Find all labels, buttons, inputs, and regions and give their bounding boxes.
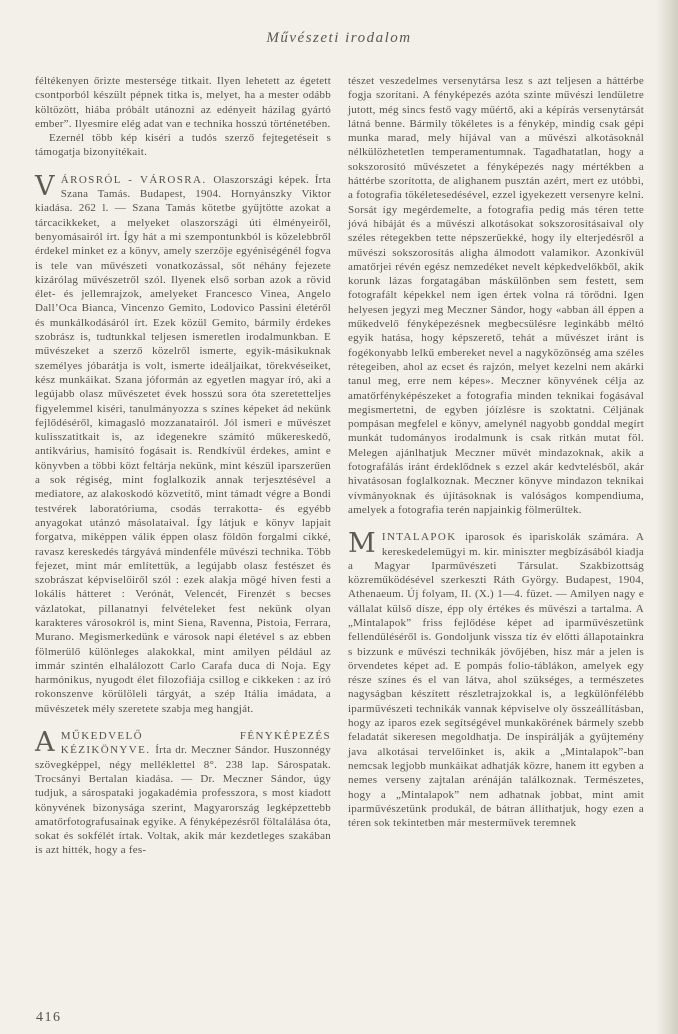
body-paragraph: Ezernél több kép kiséri a tudós szerző fejtegetéseit s támogatja bizonyítékait. bbox=[35, 132, 331, 159]
text-columns bbox=[35, 74, 644, 858]
left-column bbox=[35, 74, 331, 858]
body-paragraph: féltékenyen őrizte mestersége titkait. Ilyen lehetett az égetett csontporból készült pépnek titka is, melyet, ha a mester odább költözött, hiába próbált utánozni az edényeit házilag gyártó ember”. Ilyesmire elég adat van e technika hosszú történetében. bbox=[35, 75, 331, 130]
review-entry: VÁROSRÓL - VÁROSRA. Olaszországi képek. Írta Szana Tamás. Budapest, 1904. Hornyánszky Viktor kiadása. 262 l. — Szana Tamás kötetbe gyűjtötte azokat a tárcacikkeket, a melyeket olaszországi úti élményeiről, benyomásairól írt. Így hát a mi szempontunkból is közelebbről érdekel minket ez a könyv, amely szerzője egyéniségénél fogva is tele van művészeti vonatkozással, sőt néhány fejezete kizárólag művészetről szól. Ilyenek első sorban azok a rövid élet- és jellemrajzok, amelyeket Francesco Vinea, Angelo Dall’Oca Bianca, Vincenzo Gemito, Lodovico Passini életéről és munkálkodásáról írt. Ezek közül Gemito, bármily érdekes szobrász is, tudtunkkal teljesen ismeretlen irodalmunkban. E művészeket a szerző közelről ismerte, egyik-másikuknak személyes jóbarátja is volt, ismerte ideáljaikat, törekvéseiket, kész munkáikat. Szana jóformán az egyetlen magyar író, aki a legújabb olasz művészetet évek hosszú sora óta szeretetteljes figyelemmel kiséri, tanulmányozza s színes képeket ád nekünk fejlődéséről, kimagasló mozzanatairól. Jól ismeri e művészet kulisszatitkait is, az idegenekre számító műkereskedő, antikvárius, hamisító fogásait is. Rendkívül érdekes, amint e könyvben a többi közt feltárja nekünk, mint készül iparszerűen a sok régiség, mint foglalkozik annak terjesztésével a mediatore, az alakoskodó közvetítő, mint támadt végre a Bondi testvérek laboratóriuma, csodás terrakotta- és egyébb anyagokat utánzó másolataival. Így látjuk e könyv lapjait forgatva, miképpen válik éppen olasz földön forgalmi cikké, ravasz kereskedés tárgyává mindenféle művészi technika. Több fejezet, mint már említettük, a legújabb olasz festészet és szobrászat képviselőiről szól : ezek alakja mögé híven festi a lokális hátteret : Verónát, Velencét, Firenzét s becses vázlatokat, pillanatnyi felvételeket fest nekünk olyan karakteres városokról is, mint Siena, Ravenna, Pistoia, Ferrara, Murano. Megismerkedünk e városok napi életével s az ebben fölmerülő különleges alakokkal, mint amilyen például az immár szintén elhalálozott Carlo Carafa duca di Noja. Egy harmónikus, nyugodt élet filozofiája csillog e cikkeken : az író rokonszenve körülöleli tárgyát, a szép Itália imádata, a művészetek mély szeretete szabja meg hangját. bbox=[35, 170, 331, 715]
review-entry: AMŰKEDVELŐ FÉNYKÉPEZÉS KÉZIKÖNYVE. Írta dr. Meczner Sándor. Huszonnégy szövegképpel, négy melléklettel 8°. 238 lap. Sárospatak. Trocsányi Bertalan kiadása. — Dr. Meczner Sándor, úgy tudjuk, a sárospataki jogakadémia professzora, s most kiadott könyvének bizonysága szerint, Magyarország legképzettebb amatőrfotografusainak egyike. A fényképezésről föltalálása óta, sokat és sokfélét írtak. Voltak, akik már kezdetleges szakában is azt hitték, hogy a fes- bbox=[35, 727, 331, 857]
entry-title: MŰKEDVELŐ FÉNYKÉPEZÉS KÉZIKÖNYVE. bbox=[60, 730, 331, 757]
drop-cap-initial: V bbox=[35, 170, 55, 202]
drop-cap-initial: A bbox=[35, 727, 55, 759]
review-entry: MINTALAPOK iparosok és ipariskolák számára. A kereskedelemügyi m. kir. miniszter megbízásából kiadja a Magyar Iparművészeti Társulat. Szakbizottság közreműködésével szerkeszti Ráth György. Budapest, 1904, Athenaeum. Új folyam, II. (X.) 1—4. füzet. — Amilyen nagy e vállalat külső dísze, épp oly értékes és művészi a tartalma. A „Mintalapok” friss fejlődése képet ad iparművészetünk fellendüléséről is. Gondoljunk vissza tíz év előtti állapotainkra s bizzunk e művészi technikák jövőjében, hisz már a jelen is örvendetes képet ad. E pompás folio-táblákon, amelyek egy része színes és el van látva, ahol szükséges, a természetes nagyságban készített részletrajzokkal is, a legkülönfélébb iparművészeti technikák vannak képviselve oly összeállításban, hogy az iparos ezek segítségével munkakörének bármely szebb feladatát sikeresen megoldhatja. De inspirálják a gyűjtemény java alkotásai tervelőinket is, akik a „Mintalapok”-ban nemcsak legjobb munkáikat adhatják közre, hanem itt egyben a nemes verseny zajtalan arénáján találkoznak. Természetes, hogy a „Mintalapok” nem adhatnak jobbat, mint amit iparművészetünk produkál, de bátran állíthatjuk, hogy ezen a téren sok tekintetben már mesterművek teremnek bbox=[348, 528, 644, 830]
entry-title: INTALAPOK bbox=[381, 531, 466, 544]
body-paragraph: tészet veszedelmes versenytársa lesz s azt teljesen a háttérbe fogja szorítani. A fényképezés azóta szinte művészi lendületre jutott, még sincs festő vagy műértő, aki a képírás versenytársát látná benne. Bármily tökéletes is a fénykép, mindig csak gépi munka marad, mely híjával van a művészi alkotásoknál nélkülözhetetlen temperamentumnak. Tagadhatatlan, hogy a sokszorosító művészetet a fényképezés nagy mértékben a háttérbe szorította, de alighanem pusztán azért, mert ez utóbbi, a fotografia tökéletesedésével, ezzel igyekezett versenyre kelni. Sorsát így megérdemelte, a fotografia pedig más téren tette jóvá hibáját és a művészi alkotásokat sokszorosításaival oly széles rétegekben tette népszerűekké, hogy ily elterjedésről a művészi sokszorosítás aligha álmodott valamikor. Azonkívül amatőrjei révén egész nemzedéket nevelt képkedvelőkből, akik korunk lázas forgatagában máskülönben sem festett, sem fotografált képekkel nem igen értek volna rá törődni. Igen helyesen jegyzi meg Meczner Sándor, hogy «abban áll éppen a műkedvelő fényképezésnek megbecsülésre leginkább méltó egyik hatása, hogy képszerető, tehát a művészet iránt is fogékonyabb lelkű embereket nevel a nagyközönség ama széles rétegeiben, ahol az ecset és rajzón, melyet kezelni nem akárki tanul meg, erre nem képes». Meczner könyvének célja az amatőrfényképészeket a fotografia minden teknikai fogásával megismertetni, de egyben jóízlésre is szoktatni. Céljának pompásan megfelel e könyv, amelynél nagyobb gonddal megírt munkát tudományos irodalmunk is csak ritkán mutat föl. Melegen ajánlhatjuk Meczner művét mindazoknak, akik a fotografálás iránt érdeklődnek s ezzel akár kedvtelésből, akár hivatásosan foglalkoznak. Meczner könyve mindazon teknikai vívmányoknak és újításoknak is valóságos kompendiuma, amelyek a fotografia terén napjainkig fölmerültek. bbox=[348, 75, 644, 516]
drop-cap-initial: M bbox=[348, 528, 376, 560]
right-column bbox=[348, 74, 644, 830]
scan-edge-shadow bbox=[656, 0, 678, 1034]
running-head-title: Művészeti irodalom bbox=[266, 30, 412, 46]
entry-title: ÁROSRÓL - VÁROSRA. bbox=[60, 173, 214, 186]
page-number: 416 bbox=[36, 1010, 62, 1025]
